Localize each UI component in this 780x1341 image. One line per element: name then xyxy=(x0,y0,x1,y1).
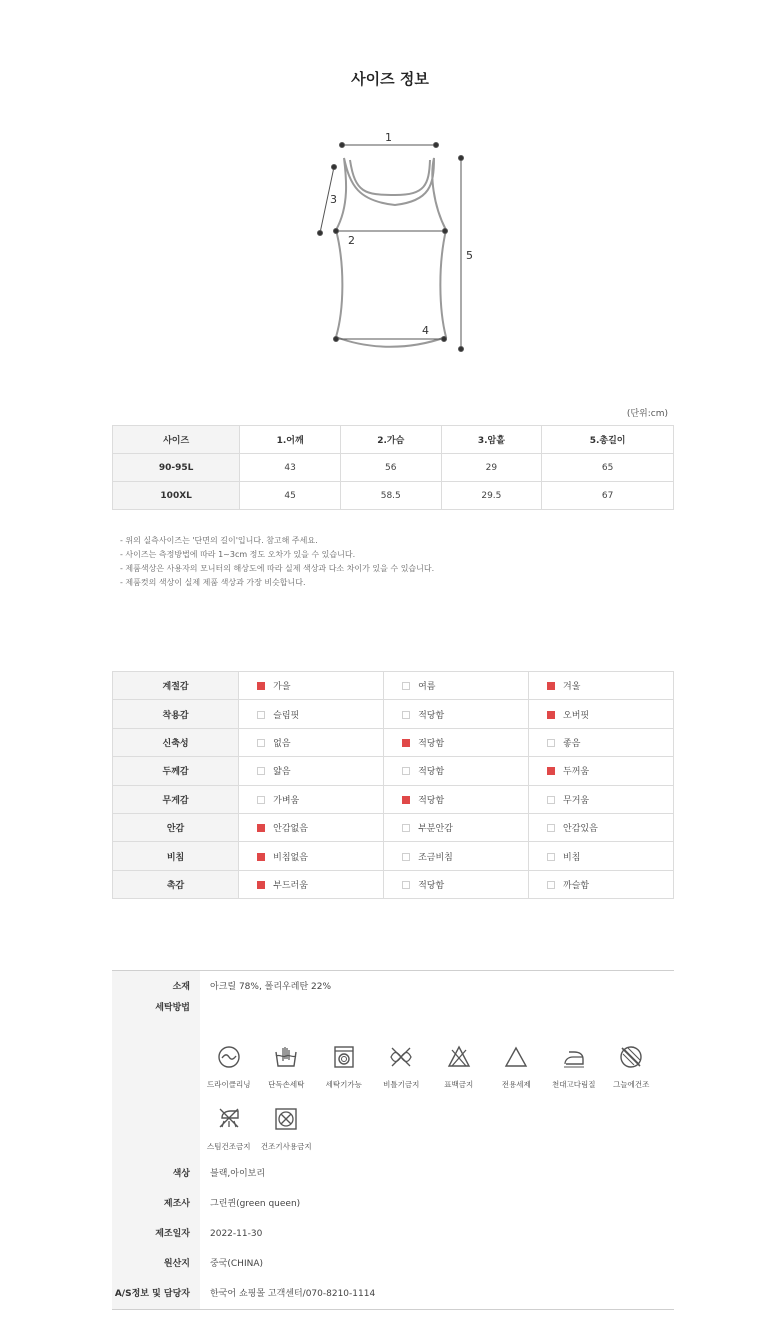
size-cell: 90-95L xyxy=(113,454,240,482)
attribute-option xyxy=(384,813,529,841)
value-cell: 67 xyxy=(542,482,674,510)
info-value: 중국(CHINA) xyxy=(210,1259,264,1269)
value-cell: 58.5 xyxy=(340,482,441,510)
wash-label: 드라이클리닝 xyxy=(207,1080,251,1089)
shade-dry-icon xyxy=(619,1045,643,1069)
option-label: 비침없음 xyxy=(273,852,308,863)
diagram-label-1: 1 xyxy=(385,131,392,144)
option-label: 얇음 xyxy=(273,767,291,778)
table-row xyxy=(113,842,674,870)
value-cell: 65 xyxy=(542,454,674,482)
note-item: - 사이즈는 측정방법에 따라 1~3cm 정도 오차가 있을 수 있습니다. xyxy=(120,550,356,559)
table-header: 3.암홀 xyxy=(441,426,542,454)
iron-icon xyxy=(562,1045,586,1069)
info-row-as xyxy=(112,1279,674,1309)
attribute-name: 계절감 xyxy=(113,672,239,700)
option-label: 적당함 xyxy=(418,710,445,721)
info-row-origin xyxy=(112,1249,674,1279)
wash-item xyxy=(603,1045,661,1107)
unchecked-box-icon xyxy=(402,824,410,832)
size-notes xyxy=(120,534,434,590)
attribute-table xyxy=(112,671,674,899)
option-label: 오버핏 xyxy=(563,710,590,721)
no-steam-icon xyxy=(217,1107,241,1131)
option-label: 안감없음 xyxy=(273,824,308,835)
attribute-name: 신축성 xyxy=(113,728,239,756)
unchecked-box-icon xyxy=(257,711,265,719)
info-label: 색상 xyxy=(112,1159,200,1189)
wash-label: 전용세제 xyxy=(501,1080,531,1089)
wash-label: 그늘에건조 xyxy=(613,1080,650,1089)
wash-label: 표백금지 xyxy=(444,1080,474,1089)
info-value: 그린퀸(green queen) xyxy=(210,1199,301,1209)
option-label: 부분안감 xyxy=(418,824,453,835)
unit-label: (단위:cm) xyxy=(626,409,668,419)
table-header: 2.가슴 xyxy=(340,426,441,454)
table-row xyxy=(113,728,674,756)
table-row xyxy=(113,672,674,700)
table-row xyxy=(113,454,674,482)
unchecked-box-icon xyxy=(547,881,555,889)
info-value: 블랙,아이보리 xyxy=(210,1169,266,1179)
unchecked-box-icon xyxy=(402,881,410,889)
attribute-option xyxy=(239,870,384,898)
option-label: 여름 xyxy=(418,682,436,693)
unchecked-box-icon xyxy=(257,739,265,747)
attribute-option xyxy=(384,785,529,813)
no-bleach-icon xyxy=(447,1045,471,1069)
table-row xyxy=(113,870,674,898)
wash-item xyxy=(488,1045,546,1107)
info-label: 제조사 xyxy=(112,1189,200,1219)
size-diagram xyxy=(300,125,490,365)
wash-label: 건조기사용금지 xyxy=(260,1142,312,1151)
diagram-label-4: 4 xyxy=(422,324,429,337)
size-cell: 100XL xyxy=(113,482,240,510)
diagram-label-5: 5 xyxy=(466,249,473,262)
option-label: 두꺼움 xyxy=(563,767,590,778)
dry-clean-icon xyxy=(217,1045,241,1069)
wash-item xyxy=(200,1045,258,1107)
table-row xyxy=(113,813,674,841)
unchecked-box-icon xyxy=(547,796,555,804)
page-title: 사이즈 정보 xyxy=(351,70,429,88)
attribute-name: 착용감 xyxy=(113,700,239,728)
wash-label: 세탁기가능 xyxy=(325,1080,362,1089)
attribute-option xyxy=(239,672,384,700)
wash-item xyxy=(430,1045,488,1107)
note-item: - 제품컷의 색상이 실제 제품 색상과 가장 비슷합니다. xyxy=(120,578,306,587)
option-label: 슬림핏 xyxy=(273,710,300,721)
checked-box-icon xyxy=(402,796,410,804)
info-value: 한국어 쇼핑몰 고객센터/070-8210-1114 xyxy=(210,1289,376,1299)
info-label: 원산지 xyxy=(112,1249,200,1279)
attribute-name: 안감 xyxy=(113,813,239,841)
option-label: 적당함 xyxy=(418,767,445,778)
attribute-option xyxy=(529,757,674,785)
wash-label: 천대고다림질 xyxy=(552,1080,596,1089)
value-cell: 43 xyxy=(240,454,341,482)
tank-top-outline xyxy=(336,158,446,347)
checked-box-icon xyxy=(547,767,555,775)
attribute-option xyxy=(239,700,384,728)
info-label: A/S정보 및 담당자 xyxy=(112,1279,200,1309)
option-label: 가을 xyxy=(273,682,291,693)
wash-item xyxy=(258,1107,316,1169)
attribute-option xyxy=(529,842,674,870)
attribute-option xyxy=(529,700,674,728)
table-row xyxy=(113,757,674,785)
attribute-name: 두께감 xyxy=(113,757,239,785)
attribute-option xyxy=(239,785,384,813)
wash-label: 단독손세탁 xyxy=(268,1080,305,1089)
unchecked-box-icon xyxy=(547,824,555,832)
info-row-material xyxy=(112,971,674,1001)
table-row xyxy=(113,482,674,510)
checked-box-icon xyxy=(257,881,265,889)
option-label: 비침 xyxy=(563,852,581,863)
product-info xyxy=(112,970,674,1310)
option-label: 까슬함 xyxy=(563,880,590,891)
attribute-name: 무게감 xyxy=(113,785,239,813)
note-item: - 제품색상은 사용자의 모니터의 해상도에 따라 실제 색상과 다소 차이가 있을 수 있습니다. xyxy=(120,564,435,573)
unchecked-box-icon xyxy=(547,739,555,747)
wash-icons xyxy=(200,1001,674,1159)
attribute-option xyxy=(239,813,384,841)
table-header-row xyxy=(113,426,674,454)
table-header: 사이즈 xyxy=(113,426,240,454)
attribute-option xyxy=(529,813,674,841)
wash-item xyxy=(545,1045,603,1107)
wash-label: 스팀건조금지 xyxy=(207,1142,251,1151)
attribute-option xyxy=(529,672,674,700)
attribute-option xyxy=(529,870,674,898)
option-label: 적당함 xyxy=(418,795,445,806)
attribute-option xyxy=(384,842,529,870)
attribute-option xyxy=(384,672,529,700)
checked-box-icon xyxy=(547,711,555,719)
diagram-label-2: 2 xyxy=(348,234,355,247)
wash-item xyxy=(373,1045,431,1107)
info-label: 제조일자 xyxy=(112,1219,200,1249)
table-header: 5.총길이 xyxy=(542,426,674,454)
info-value: 아크릴 78%, 폴리우레탄 22% xyxy=(210,982,332,992)
option-label: 적당함 xyxy=(418,880,445,891)
option-label: 안감있음 xyxy=(563,824,598,835)
unchecked-box-icon xyxy=(547,853,555,861)
value-cell: 45 xyxy=(240,482,341,510)
attribute-option xyxy=(239,842,384,870)
unchecked-box-icon xyxy=(257,767,265,775)
unchecked-box-icon xyxy=(402,711,410,719)
value-cell: 29.5 xyxy=(441,482,542,510)
value-cell: 56 xyxy=(340,454,441,482)
washing-machine-icon xyxy=(332,1045,356,1069)
wash-item xyxy=(315,1045,373,1107)
option-label: 부드러움 xyxy=(273,880,308,891)
info-row-date xyxy=(112,1219,674,1249)
attribute-name: 비침 xyxy=(113,842,239,870)
unchecked-box-icon xyxy=(402,767,410,775)
size-table xyxy=(112,425,674,510)
attribute-option xyxy=(529,728,674,756)
option-label: 적당함 xyxy=(418,738,445,749)
wash-item xyxy=(258,1045,316,1107)
info-row-maker xyxy=(112,1189,674,1219)
table-row xyxy=(113,785,674,813)
option-label: 무거움 xyxy=(563,795,590,806)
attribute-option xyxy=(239,757,384,785)
info-label: 세탁방법 xyxy=(112,1001,200,1159)
unchecked-box-icon xyxy=(402,853,410,861)
info-label: 소재 xyxy=(112,971,200,1001)
hand-wash-icon xyxy=(274,1045,298,1069)
wash-item xyxy=(200,1107,258,1169)
table-row xyxy=(113,700,674,728)
detergent-icon xyxy=(504,1045,528,1069)
attribute-option xyxy=(384,700,529,728)
attribute-option xyxy=(384,728,529,756)
checked-box-icon xyxy=(547,682,555,690)
checked-box-icon xyxy=(257,853,265,861)
table-header: 1.어깨 xyxy=(240,426,341,454)
option-label: 좋음 xyxy=(563,738,581,749)
attribute-option xyxy=(384,870,529,898)
option-label: 겨울 xyxy=(563,682,581,693)
checked-box-icon xyxy=(257,682,265,690)
attribute-name: 촉감 xyxy=(113,870,239,898)
value-cell: 29 xyxy=(441,454,542,482)
attribute-option xyxy=(529,785,674,813)
option-label: 없음 xyxy=(273,738,291,749)
diagram-label-3: 3 xyxy=(330,193,337,206)
attribute-option xyxy=(384,757,529,785)
checked-box-icon xyxy=(257,824,265,832)
note-item: - 위의 실측사이즈는 '단면의 길이'입니다. 참고해 주세요. xyxy=(120,536,318,545)
option-label: 조금비침 xyxy=(418,852,453,863)
unchecked-box-icon xyxy=(402,682,410,690)
checked-box-icon xyxy=(402,739,410,747)
no-wring-icon xyxy=(389,1045,413,1069)
info-row-wash xyxy=(112,1001,674,1159)
wash-label: 비틀기금지 xyxy=(383,1080,420,1089)
option-label: 가벼움 xyxy=(273,795,300,806)
info-value: 2022-11-30 xyxy=(210,1229,263,1239)
unchecked-box-icon xyxy=(257,796,265,804)
no-dryer-icon xyxy=(274,1107,298,1131)
attribute-option xyxy=(239,728,384,756)
